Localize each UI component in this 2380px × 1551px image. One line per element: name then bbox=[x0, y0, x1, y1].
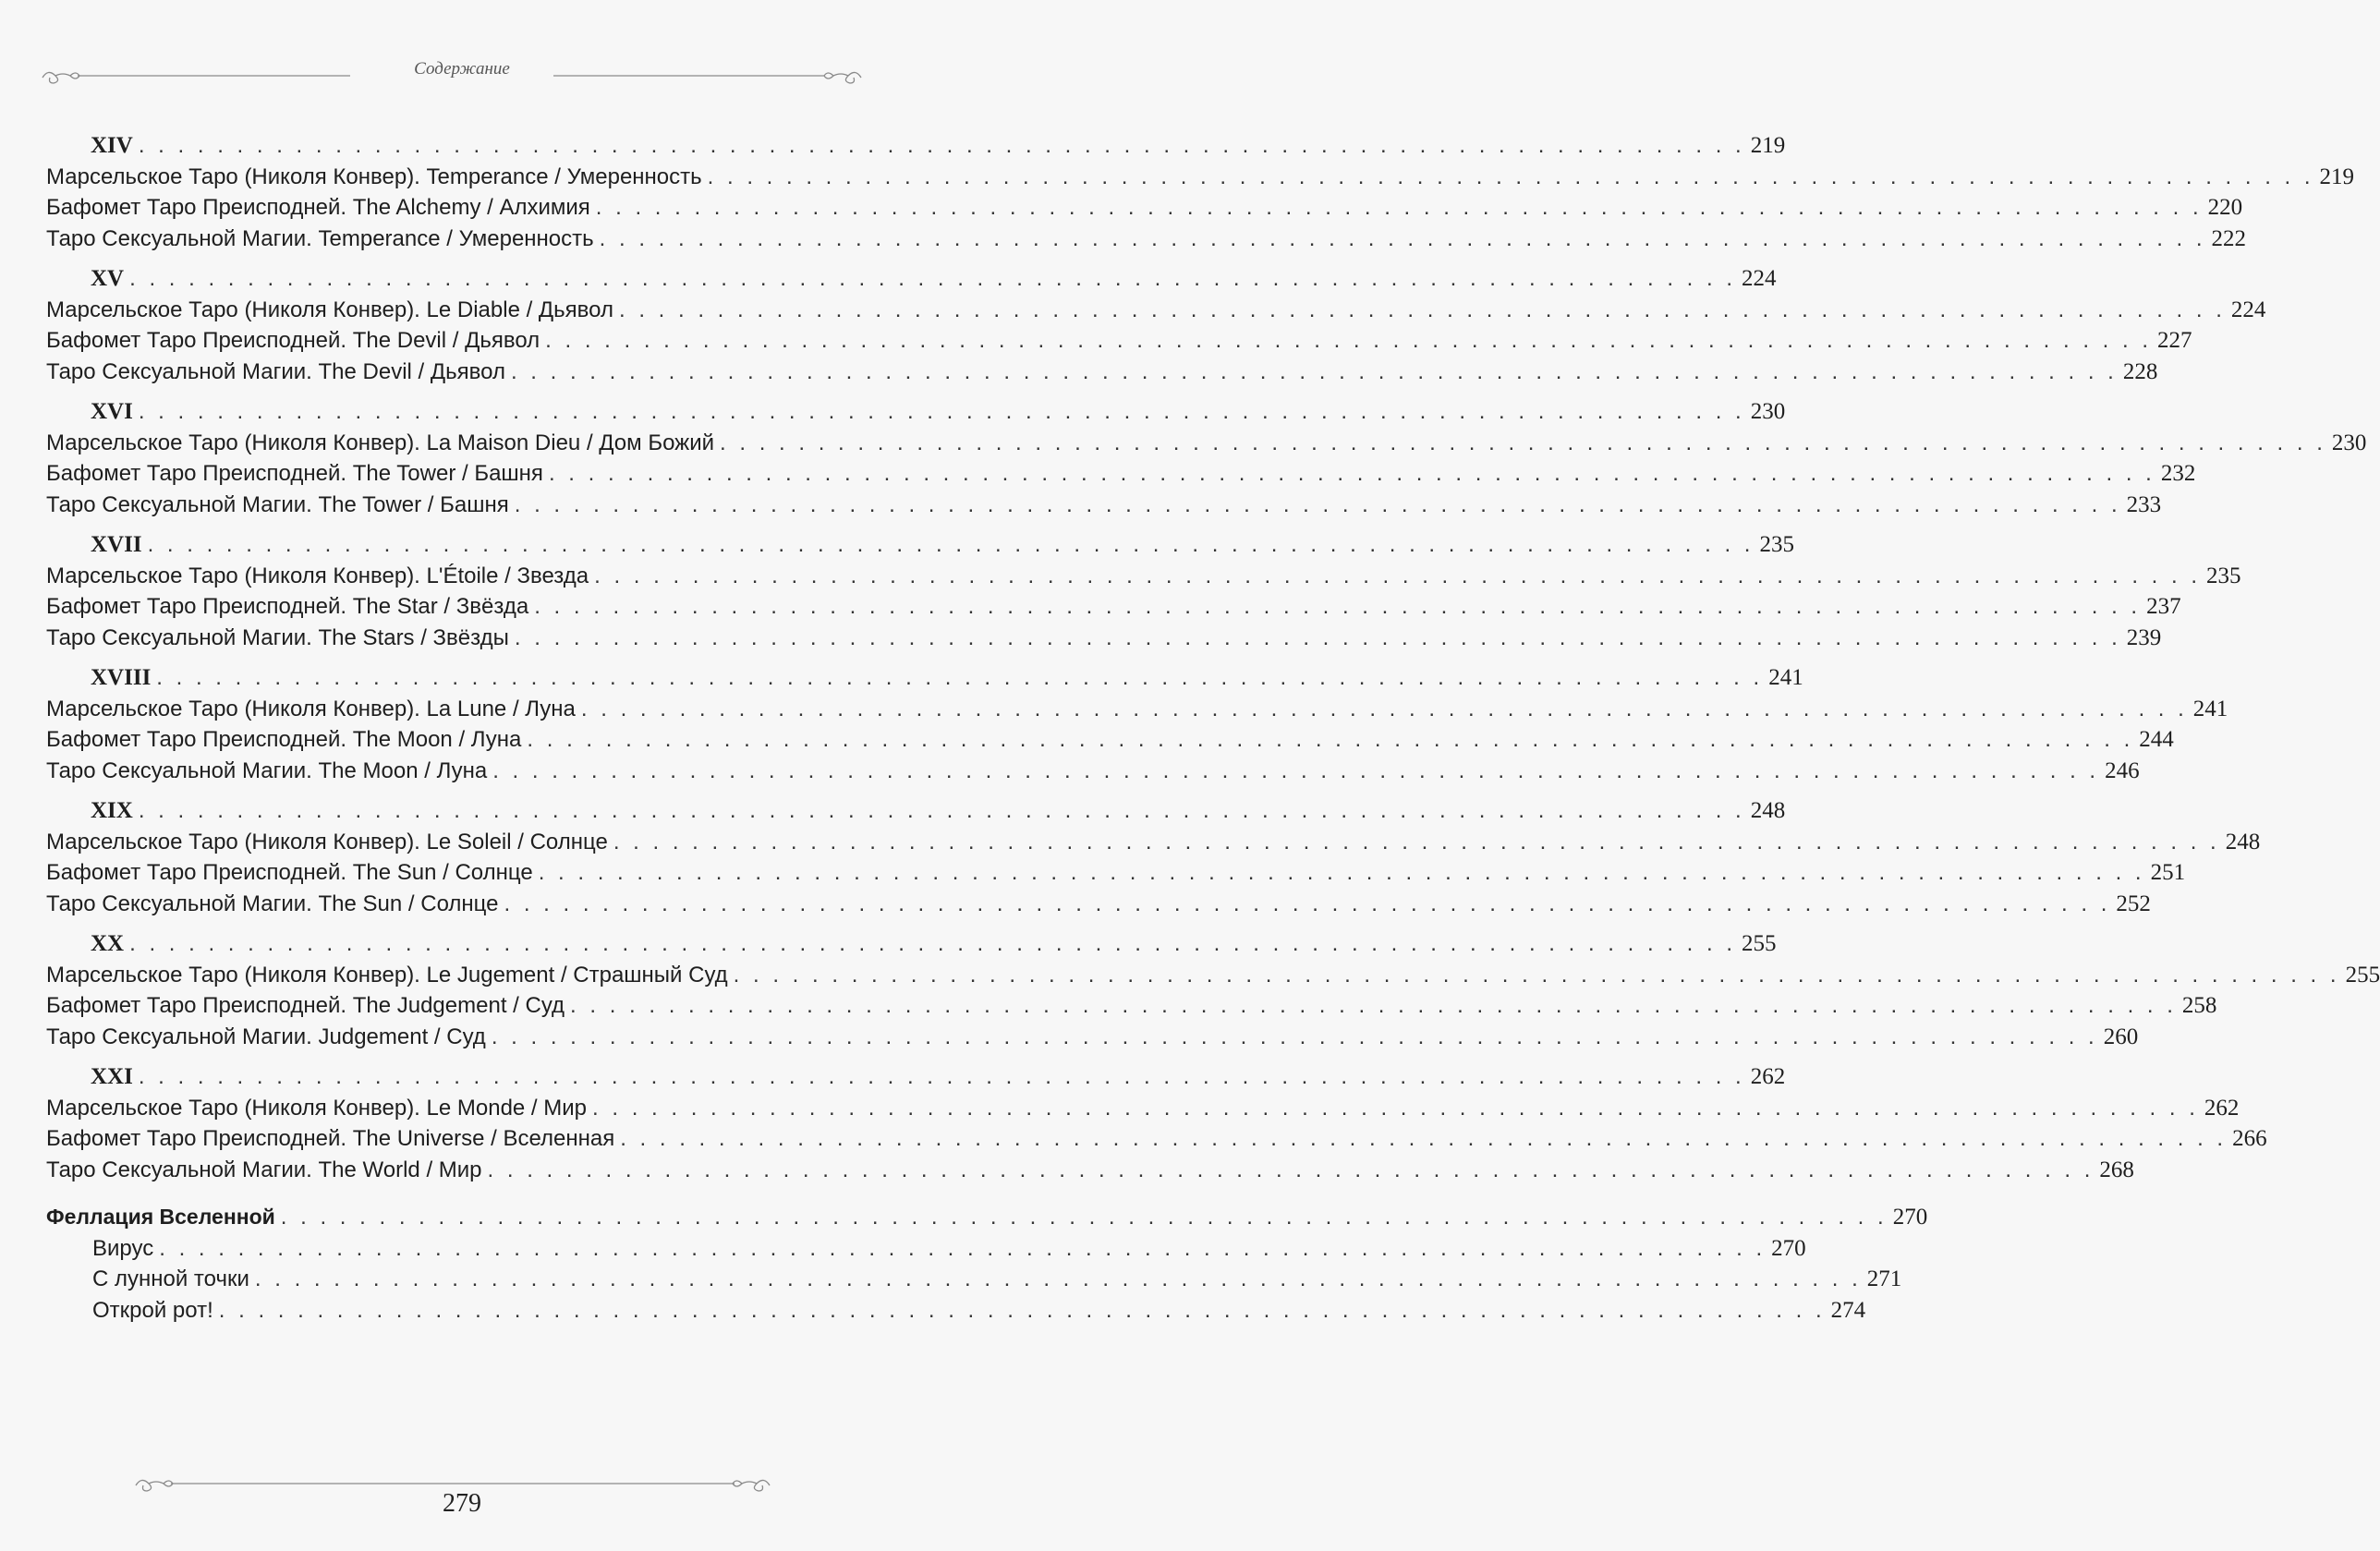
toc-page-number: 244 bbox=[2139, 727, 2174, 752]
toc-section bbox=[46, 529, 2241, 653]
toc-page-number: 268 bbox=[2099, 1157, 2134, 1182]
toc-entry-title: Бафомет Таро Преисподней. The Alchemy / Алхимия bbox=[46, 195, 590, 220]
dot-leader: . . . . . . . . . . . . . . . . . . . . . . . . . . . . . . . . . . . . . . . . . . . . . . . . . . . . . . . . . . . . . . . . . . . . . . . . . . . . . . . . . . bbox=[510, 358, 2118, 384]
toc-entry bbox=[46, 561, 2241, 592]
toc-arcana-numeral bbox=[46, 130, 1786, 162]
dot-leader: . . . . . . . . . . . . . . . . . . . . . . . . . . . . . . . . . . . . . . . . . . . . . . . . . . . . . . . . . . . . . . . . . . . . . . . . . . . . . . . . . . bbox=[129, 266, 1736, 291]
toc-entry-title: XXI bbox=[91, 1064, 133, 1089]
dot-leader: . . . . . . . . . . . . . . . . . . . . . . . . . . . . . . . . . . . . . . . . . . . . . . . . . . . . . . . . . . . . . . . . . . . . . . . . . . . . . . . . . . bbox=[618, 297, 2226, 322]
dot-leader: . . . . . . . . . . . . . . . . . . . . . . . . . . . . . . . . . . . . . . . . . . . . . . . . . . . . . . . . . . . . . . . . . . . . . . . . . . . . . . . . . . bbox=[570, 993, 2177, 1018]
dot-leader: . . . . . . . . . . . . . . . . . . . . . . . . . . . . . . . . . . . . . . . . . . . . . . . . . . . . . . . . . . . . . . . . . . . . . . . . . . . . . . . . . . bbox=[156, 665, 1764, 690]
dot-leader: . . . . . . . . . . . . . . . . . . . . . . . . . . . . . . . . . . . . . . . . . . . . . . . . . . . . . . . . . . . . . . . . . . . . . . . . . . . . . . . . . . bbox=[504, 891, 2111, 916]
toc-entry-title: Бафомет Таро Преисподней. The Star / Звёзда bbox=[46, 594, 529, 619]
toc-entry-title: Марсельское Таро (Николя Конвер). L'Étoile / Звезда bbox=[46, 563, 589, 588]
dot-leader: . . . . . . . . . . . . . . . . . . . . . . . . . . . . . . . . . . . . . . . . . . . . . . . . . . . . . . . . . . . . . . . . . . . . . . . . . . . . . . . . . . bbox=[580, 696, 2188, 721]
toc-page-number: 255 bbox=[2345, 962, 2380, 988]
toc-subentry bbox=[46, 1264, 1902, 1295]
toc-entry-title: XIV bbox=[91, 133, 133, 158]
dot-leader: . . . . . . . . . . . . . . . . . . . . . . . . . . . . . . . . . . . . . . . . . . . . . . . . . . . . . . . . . . . . . . . . . . . . . . . . . . . . . . . . . . bbox=[492, 757, 2100, 783]
toc-entry-title: Феллация Вселенной bbox=[46, 1205, 275, 1229]
toc-entry-title: Таро Сексуальной Магии. The Stars / Звёзды bbox=[46, 624, 509, 650]
dot-leader: . . . . . . . . . . . . . . . . . . . . . . . . . . . . . . . . . . . . . . . . . . . . . . . . . . . . . . . . . . . . . . . . . . . . . . . . . . . . . . . . . . bbox=[545, 328, 2153, 353]
toc-entry-title: XVI bbox=[91, 399, 133, 424]
toc-page-number: 224 bbox=[1742, 266, 1777, 291]
toc-page-number: 232 bbox=[2160, 461, 2196, 486]
toc-entry bbox=[46, 357, 2158, 388]
toc-page-number: 239 bbox=[2126, 624, 2162, 650]
toc-entry bbox=[46, 192, 2243, 224]
toc-arcana-numeral bbox=[46, 928, 1777, 960]
toc-entry bbox=[46, 756, 2140, 787]
toc-entry-title: Бафомет Таро Преисподней. The Tower / Башня bbox=[46, 461, 543, 486]
toc-arcana-numeral bbox=[46, 662, 1803, 694]
toc-entry-title: Таро Сексуальной Магии. The Tower / Башня bbox=[46, 491, 509, 517]
toc-section bbox=[46, 396, 2367, 520]
toc-page-number: 224 bbox=[2230, 297, 2266, 322]
toc-page-number: 220 bbox=[2207, 195, 2243, 220]
toc-entry-title: Марсельское Таро (Николя Конвер). Temperance / Умеренность bbox=[46, 164, 702, 189]
toc-entry-title: Таро Сексуальной Магии. Judgement / Суд bbox=[46, 1024, 486, 1049]
toc-page-number: 266 bbox=[2232, 1126, 2267, 1151]
toc-entry-title: Марсельское Таро (Николя Конвер). Le Diable / Дьявол bbox=[46, 297, 613, 322]
dot-leader: . . . . . . . . . . . . . . . . . . . . . . . . . . . . . . . . . . . . . . . . . . . . . . . . . . . . . . . . . . . . . . . . . . . . . . . . . . . . . . . . . . bbox=[592, 1095, 2199, 1121]
dot-leader: . . . . . . . . . . . . . . . . . . . . . . . . . . . . . . . . . . . . . . . . . . . . . . . . . . . . . . . . . . . . . . . . . . . . . . . . . . . . . . . . . . bbox=[538, 860, 2145, 885]
toc-page-number: 258 bbox=[2181, 993, 2217, 1018]
table-of-contents bbox=[46, 130, 2380, 1327]
dot-leader: . . . . . . . . . . . . . . . . . . . . . . . . . . . . . . . . . . . . . . . . . . . . . . . . . . . . . . . . . . . . . . . . . . . . . . . . . . . . . . . . . . bbox=[138, 1064, 1745, 1089]
dot-leader: . . . . . . . . . . . . . . . . . . . . . . . . . . . . . . . . . . . . . . . . . . . . . . . . . . . . . . . . . . . . . . . . . . . . . . . . . . . . . . . . . . bbox=[707, 164, 2314, 189]
toc-page-number: 233 bbox=[2126, 491, 2162, 517]
toc-page-number: 270 bbox=[1771, 1235, 1806, 1261]
toc-page-number: 235 bbox=[2206, 563, 2241, 588]
toc-entry bbox=[46, 1022, 2139, 1053]
toc-section bbox=[46, 795, 2261, 919]
toc-page-number: 248 bbox=[2225, 829, 2261, 854]
toc-page-number: 230 bbox=[2331, 430, 2367, 455]
toc-entry-title: Таро Сексуальной Магии. The Sun / Солнце bbox=[46, 891, 499, 916]
toc-page-number: 252 bbox=[2116, 891, 2151, 916]
toc-arcana-numeral bbox=[46, 795, 1786, 827]
toc-chapter-heading bbox=[46, 1202, 1928, 1233]
toc-page-number: 262 bbox=[2204, 1095, 2240, 1121]
toc-entry-title: Марсельское Таро (Николя Конвер). La Maison Dieu / Дом Божий bbox=[46, 430, 715, 455]
toc-page-number: 270 bbox=[1892, 1205, 1928, 1230]
dot-leader: . . . . . . . . . . . . . . . . . . . . . . . . . . . . . . . . . . . . . . . . . . . . . . . . . . . . . . . . . . . . . . . . . . . . . . . . . . . . . . . . . . bbox=[514, 491, 2121, 517]
dot-leader: . . . . . . . . . . . . . . . . . . . . . . . . . . . . . . . . . . . . . . . . . . . . . . . . . . . . . . . . . . . . . . . . . . . . . . . . . . . . . . . . . . bbox=[138, 133, 1745, 158]
toc-page-number: 219 bbox=[2319, 164, 2355, 189]
toc-entry-title: Бафомет Таро Преисподней. The Sun / Солнце bbox=[46, 860, 533, 885]
toc-entry-title: XV bbox=[91, 266, 125, 291]
dot-leader: . . . . . . . . . . . . . . . . . . . . . . . . . . . . . . . . . . . . . . . . . . . . . . . . . . . . . . . . . . . . . . . . . . . . . . . . . . . . . . . . . . bbox=[280, 1205, 1888, 1230]
toc-entry bbox=[46, 325, 2192, 357]
toc-entry-title: Марсельское Таро (Николя Конвер). Le Monde / Мир bbox=[46, 1095, 588, 1121]
toc-entry bbox=[46, 224, 2247, 255]
toc-page-number: 248 bbox=[1750, 798, 1786, 823]
toc-page-number: 251 bbox=[2150, 860, 2186, 885]
toc-entry-title: Таро Сексуальной Магии. The World / Мир bbox=[46, 1157, 482, 1182]
dot-leader: . . . . . . . . . . . . . . . . . . . . . . . . . . . . . . . . . . . . . . . . . . . . . . . . . . . . . . . . . . . . . . . . . . . . . . . . . . . . . . . . . . bbox=[594, 563, 2201, 588]
toc-entry bbox=[46, 428, 2367, 459]
toc-entry-title: Открой рот! bbox=[92, 1297, 213, 1323]
toc-section bbox=[46, 130, 2355, 254]
dot-leader: . . . . . . . . . . . . . . . . . . . . . . . . . . . . . . . . . . . . . . . . . . . . . . . . . . . . . . . . . . . . . . . . . . . . . . . . . . . . . . . . . . bbox=[138, 798, 1745, 823]
toc-entry-title: Марсельское Таро (Николя Конвер). Le Jugement / Страшный Суд bbox=[46, 962, 728, 988]
toc-entry bbox=[46, 591, 2181, 623]
toc-section bbox=[46, 1061, 2267, 1185]
toc-arcana-numeral bbox=[46, 529, 1794, 561]
page-number: 279 bbox=[443, 1489, 481, 1518]
toc-page-number: 246 bbox=[2105, 757, 2140, 783]
toc-entry-title: Таро Сексуальной Магии. Temperance / Умеренность bbox=[46, 225, 594, 251]
toc-page-number: 222 bbox=[2211, 225, 2247, 251]
toc-subentry bbox=[46, 1295, 1866, 1327]
toc-subentry bbox=[46, 1233, 1806, 1265]
toc-page-number: 274 bbox=[1830, 1297, 1866, 1323]
toc-page-number: 237 bbox=[2146, 594, 2181, 619]
toc-entry bbox=[46, 295, 2266, 326]
toc-entry bbox=[46, 990, 2217, 1022]
dot-leader: . . . . . . . . . . . . . . . . . . . . . . . . . . . . . . . . . . . . . . . . . . . . . . . . . . . . . . . . . . . . . . . . . . . . . . . . . . . . . . . . . . bbox=[548, 461, 2155, 486]
toc-entry-title: Марсельское Таро (Николя Конвер). Le Soleil / Солнце bbox=[46, 829, 608, 854]
toc-arcana-numeral bbox=[46, 396, 1786, 428]
toc-page-number: 260 bbox=[2103, 1024, 2139, 1049]
dot-leader: . . . . . . . . . . . . . . . . . . . . . . . . . . . . . . . . . . . . . . . . . . . . . . . . . . . . . . . . . . . . . . . . . . . . . . . . . . . . . . . . . . bbox=[595, 195, 2203, 220]
toc-entry bbox=[46, 1123, 2267, 1155]
dot-leader: . . . . . . . . . . . . . . . . . . . . . . . . . . . . . . . . . . . . . . . . . . . . . . . . . . . . . . . . . . . . . . . . . . . . . . . . . . . . . . . . . . bbox=[599, 225, 2206, 251]
dot-leader: . . . . . . . . . . . . . . . . . . . . . . . . . . . . . . . . . . . . . . . . . . . . . . . . . . . . . . . . . . . . . . . . . . . . . . . . . . . . . . . . . . bbox=[487, 1157, 2095, 1182]
toc-page-number: 228 bbox=[2122, 358, 2158, 384]
dot-leader: . . . . . . . . . . . . . . . . . . . . . . . . . . . . . . . . . . . . . . . . . . . . . . . . . . . . . . . . . . . . . . . . . . . . . . . . . . . . . . . . . . bbox=[254, 1266, 1862, 1291]
toc-arcana-numeral bbox=[46, 263, 1777, 295]
toc-entry bbox=[46, 724, 2174, 756]
toc-entry-title: XIX bbox=[91, 798, 133, 823]
toc-entry-title: Марсельское Таро (Николя Конвер). La Lune / Луна bbox=[46, 696, 576, 721]
toc-entry-title: Вирус bbox=[92, 1235, 154, 1261]
toc-page-number: 241 bbox=[2192, 696, 2228, 721]
dot-leader: . . . . . . . . . . . . . . . . . . . . . . . . . . . . . . . . . . . . . . . . . . . . . . . . . . . . . . . . . . . . . . . . . . . . . . . . . . . . . . . . . . bbox=[620, 1126, 2228, 1151]
toc-entry-title: Бафомет Таро Преисподней. The Judgement / Суд bbox=[46, 993, 565, 1018]
toc-page-number: 227 bbox=[2157, 328, 2192, 353]
toc-entry bbox=[46, 694, 2228, 725]
toc-entry bbox=[46, 490, 2162, 521]
toc-chapter bbox=[46, 1202, 1928, 1326]
toc-arcana-numeral bbox=[46, 1061, 1786, 1093]
toc-entry-title: Таро Сексуальной Магии. The Moon / Луна bbox=[46, 757, 488, 783]
toc-entry bbox=[46, 857, 2186, 889]
toc-entry bbox=[46, 827, 2261, 858]
dot-leader: . . . . . . . . . . . . . . . . . . . . . . . . . . . . . . . . . . . . . . . . . . . . . . . . . . . . . . . . . . . . . . . . . . . . . . . . . . . . . . . . . . bbox=[491, 1024, 2098, 1049]
toc-entry-title: Бафомет Таро Преисподней. The Universe / Вселенная bbox=[46, 1126, 615, 1151]
toc-entry bbox=[46, 960, 2380, 991]
toc-page-number: 219 bbox=[1750, 133, 1786, 158]
toc-page-number: 241 bbox=[1768, 665, 1803, 690]
dot-leader: . . . . . . . . . . . . . . . . . . . . . . . . . . . . . . . . . . . . . . . . . . . . . . . . . . . . . . . . . . . . . . . . . . . . . . . . . . . . . . . . . . bbox=[733, 962, 2340, 988]
toc-entry bbox=[46, 1093, 2240, 1124]
dot-leader: . . . . . . . . . . . . . . . . . . . . . . . . . . . . . . . . . . . . . . . . . . . . . . . . . . . . . . . . . . . . . . . . . . . . . . . . . . . . . . . . . . bbox=[147, 532, 1755, 557]
dot-leader: . . . . . . . . . . . . . . . . . . . . . . . . . . . . . . . . . . . . . . . . . . . . . . . . . . . . . . . . . . . . . . . . . . . . . . . . . . . . . . . . . . bbox=[720, 430, 2326, 455]
toc-section bbox=[46, 928, 2380, 1052]
toc-page-number: 235 bbox=[1759, 532, 1794, 557]
dot-leader: . . . . . . . . . . . . . . . . . . . . . . . . . . . . . . . . . . . . . . . . . . . . . . . . . . . . . . . . . . . . . . . . . . . . . . . . . . . . . . . . . . bbox=[534, 594, 2142, 619]
toc-section bbox=[46, 662, 2228, 786]
toc-section bbox=[46, 263, 2266, 387]
toc-page-number: 262 bbox=[1750, 1064, 1786, 1089]
dot-leader: . . . . . . . . . . . . . . . . . . . . . . . . . . . . . . . . . . . . . . . . . . . . . . . . . . . . . . . . . . . . . . . . . . . . . . . . . . . . . . . . . . bbox=[129, 931, 1736, 956]
toc-entry bbox=[46, 1155, 2134, 1186]
toc-entry-title: XVIII bbox=[91, 665, 152, 690]
toc-page-number: 271 bbox=[1866, 1266, 1902, 1291]
dot-leader: . . . . . . . . . . . . . . . . . . . . . . . . . . . . . . . . . . . . . . . . . . . . . . . . . . . . . . . . . . . . . . . . . . . . . . . . . . . . . . . . . . bbox=[138, 399, 1745, 424]
toc-page-number: 255 bbox=[1742, 931, 1777, 956]
toc-entry bbox=[46, 889, 2151, 920]
toc-entry-title: Бафомет Таро Преисподней. The Moon / Луна bbox=[46, 727, 522, 752]
dot-leader: . . . . . . . . . . . . . . . . . . . . . . . . . . . . . . . . . . . . . . . . . . . . . . . . . . . . . . . . . . . . . . . . . . . . . . . . . . . . . . . . . . bbox=[514, 624, 2121, 650]
toc-entry-title: С лунной точки bbox=[92, 1266, 249, 1291]
dot-leader: . . . . . . . . . . . . . . . . . . . . . . . . . . . . . . . . . . . . . . . . . . . . . . . . . . . . . . . . . . . . . . . . . . . . . . . . . . . . . . . . . . bbox=[613, 829, 2220, 854]
toc-entry bbox=[46, 162, 2355, 193]
dot-leader: . . . . . . . . . . . . . . . . . . . . . . . . . . . . . . . . . . . . . . . . . . . . . . . . . . . . . . . . . . . . . . . . . . . . . . . . . . . . . . . . . . bbox=[218, 1297, 1826, 1323]
dot-leader: . . . . . . . . . . . . . . . . . . . . . . . . . . . . . . . . . . . . . . . . . . . . . . . . . . . . . . . . . . . . . . . . . . . . . . . . . . . . . . . . . . bbox=[159, 1235, 1767, 1261]
running-header bbox=[0, 57, 924, 94]
toc-entry-title: Бафомет Таро Преисподней. The Devil / Дьявол bbox=[46, 328, 540, 353]
toc-entry-title: XVII bbox=[91, 532, 142, 557]
toc-entry-title: Таро Сексуальной Магии. The Devil / Дьявол bbox=[46, 358, 505, 384]
dot-leader: . . . . . . . . . . . . . . . . . . . . . . . . . . . . . . . . . . . . . . . . . . . . . . . . . . . . . . . . . . . . . . . . . . . . . . . . . . . . . . . . . . bbox=[527, 727, 2134, 752]
toc-entry bbox=[46, 458, 2196, 490]
toc-page-number: 230 bbox=[1750, 399, 1786, 424]
running-header-title: Содержание bbox=[414, 59, 510, 79]
toc-entry-title: XX bbox=[91, 931, 125, 956]
toc-entry bbox=[46, 623, 2162, 654]
